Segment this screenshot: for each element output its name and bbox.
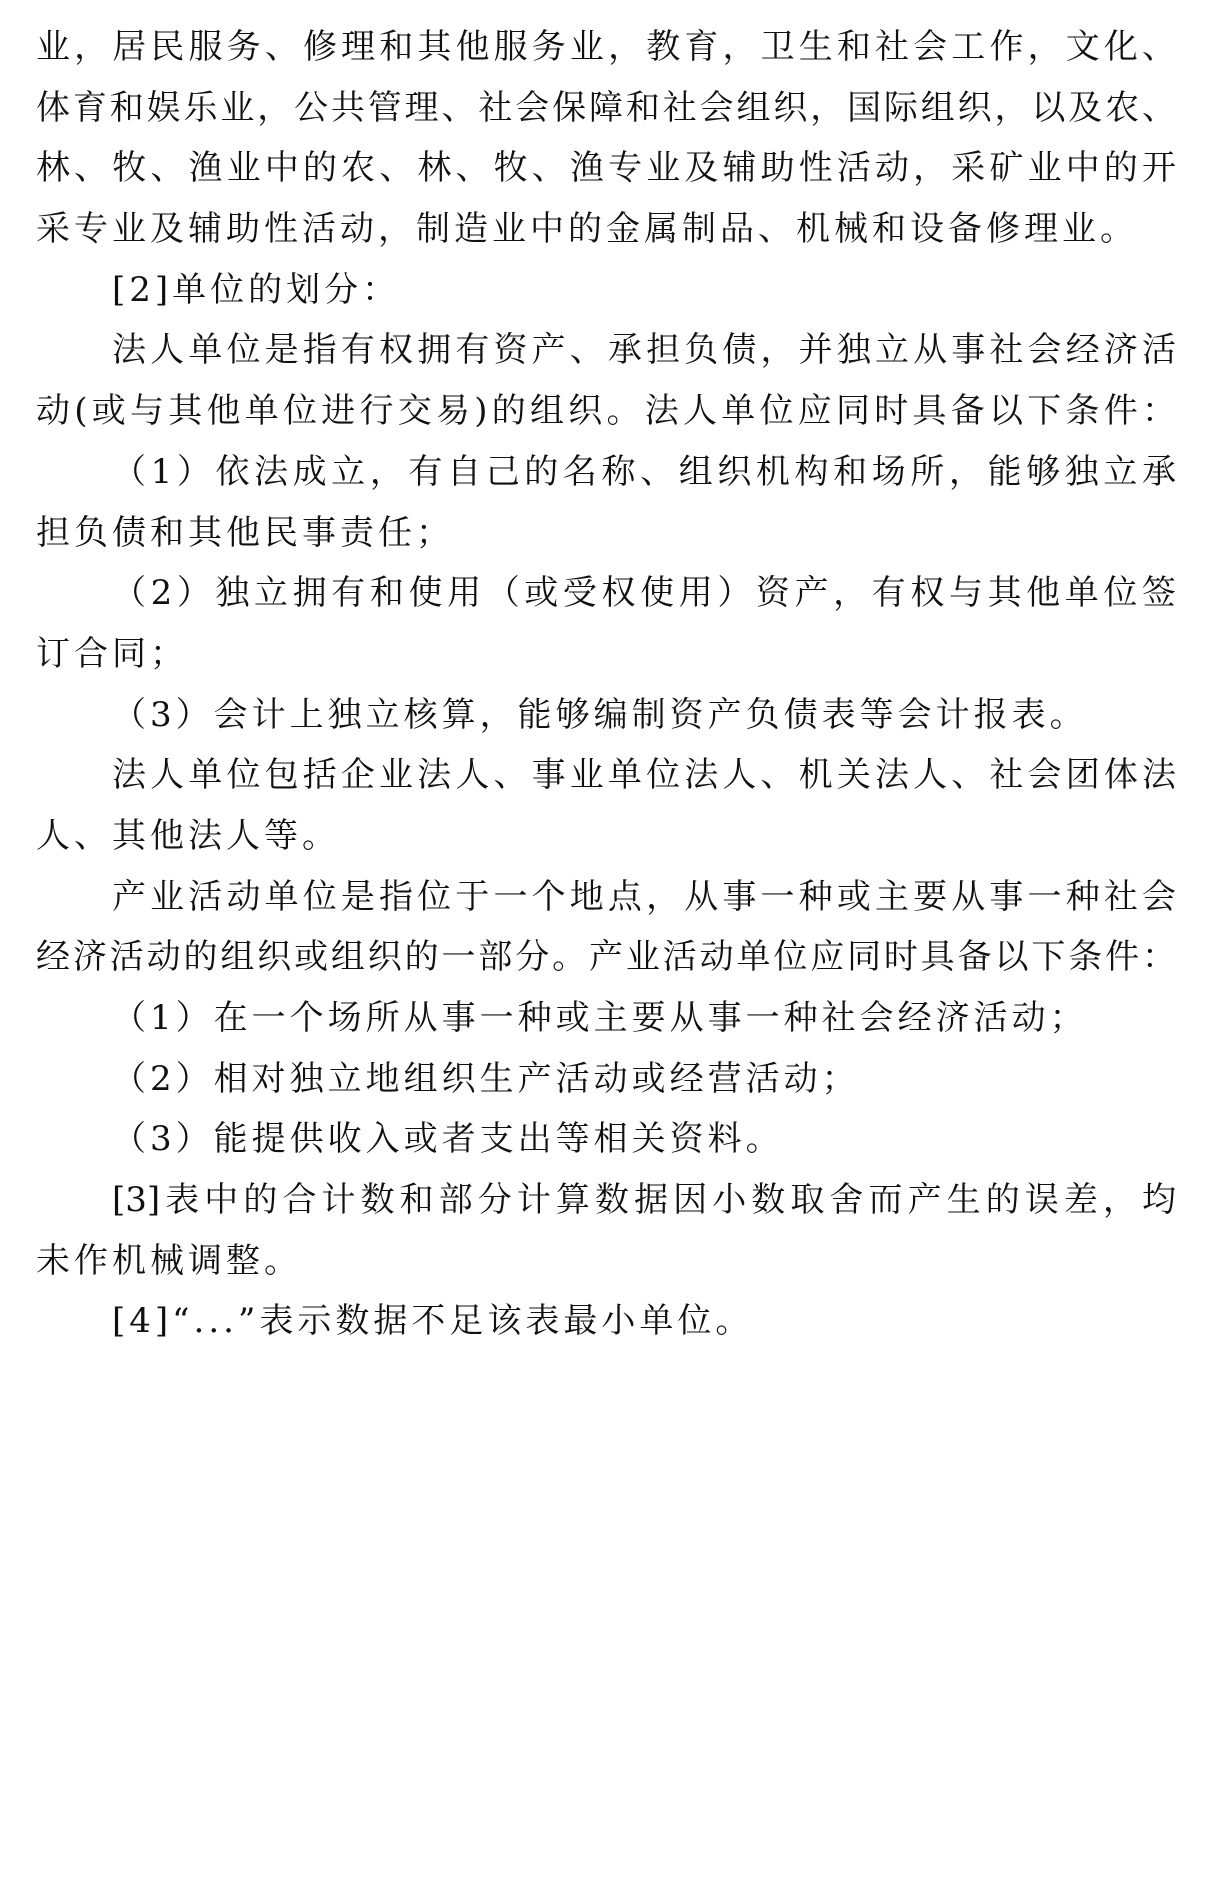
activity-unit-condition-3 <box>36 1109 1176 1170</box>
text-line: （2）独立拥有和使用（或受权使用）资产，有权与其他单位签 <box>112 573 1176 614</box>
text-line: （3）能提供收入或者支出等相关资料。 <box>112 1119 784 1160</box>
text-line: 人、其他法人等。 <box>36 815 340 856</box>
text-line: 动(或与其他单位进行交易)的组织。法人单位应同时具备以下条件： <box>36 391 1176 432</box>
text-line: （1）依法成立，有自己的名称、组织机构和场所，能够独立承 <box>112 451 1176 492</box>
text-line: [2]单位的划分： <box>112 269 401 310</box>
text-line: 业，居民服务、修理和其他服务业，教育，卫生和社会工作，文化、 <box>36 27 1176 67</box>
text-line: 担负债和其他民事责任； <box>36 512 454 553</box>
text-line: 林、牧、渔业中的农、林、牧、渔专业及辅助性活动，采矿业中的开 <box>36 148 1176 189</box>
text-line: 法人单位是指有权拥有资产、承担负债，并独立从事社会经济活 <box>112 330 1176 371</box>
text-line: 产业活动单位是指位于一个地点，从事一种或主要从事一种社会 <box>112 876 1176 917</box>
activity-unit-condition-1 <box>36 988 1176 1049</box>
paragraph-industry-list-continuation <box>36 17 1176 260</box>
text-line: 采专业及辅助性活动，制造业中的金属制品、机械和设备修理业。 <box>36 209 1138 250</box>
paragraph-activity-unit-definition <box>36 867 1176 988</box>
text-line: 订合同； <box>36 633 188 674</box>
document-body <box>36 17 1176 1352</box>
note-2-heading <box>36 260 1176 321</box>
text-line: [4]“...”表示数据不足该表最小单位。 <box>112 1301 754 1342</box>
text-line: 法人单位包括企业法人、事业单位法人、机关法人、社会团体法 <box>112 755 1176 796</box>
paragraph-legal-entity-types <box>36 745 1176 866</box>
activity-unit-condition-2 <box>36 1049 1176 1110</box>
text-line: 经济活动的组织或组织的一部分。产业活动单位应同时具备以下条件： <box>36 937 1176 978</box>
note-4 <box>36 1291 1176 1352</box>
legal-entity-condition-1 <box>36 442 1176 563</box>
legal-entity-condition-2 <box>36 563 1176 684</box>
legal-entity-condition-3 <box>36 685 1176 746</box>
note-3 <box>36 1170 1176 1291</box>
text-line: （3）会计上独立核算，能够编制资产负债表等会计报表。 <box>112 694 1088 735</box>
text-line: （1）在一个场所从事一种或主要从事一种社会经济活动； <box>112 998 1088 1038</box>
text-line: [3]表中的合计数和部分计算数据因小数取舍而产生的误差，均 <box>112 1180 1176 1221</box>
paragraph-legal-entity-definition <box>36 320 1176 441</box>
text-line: 体育和娱乐业，公共管理、社会保障和社会组织，国际组织，以及农、 <box>36 87 1176 128</box>
text-line: 未作机械调整。 <box>36 1240 302 1281</box>
text-line: （2）相对独立地组织生产活动或经营活动； <box>112 1058 860 1099</box>
